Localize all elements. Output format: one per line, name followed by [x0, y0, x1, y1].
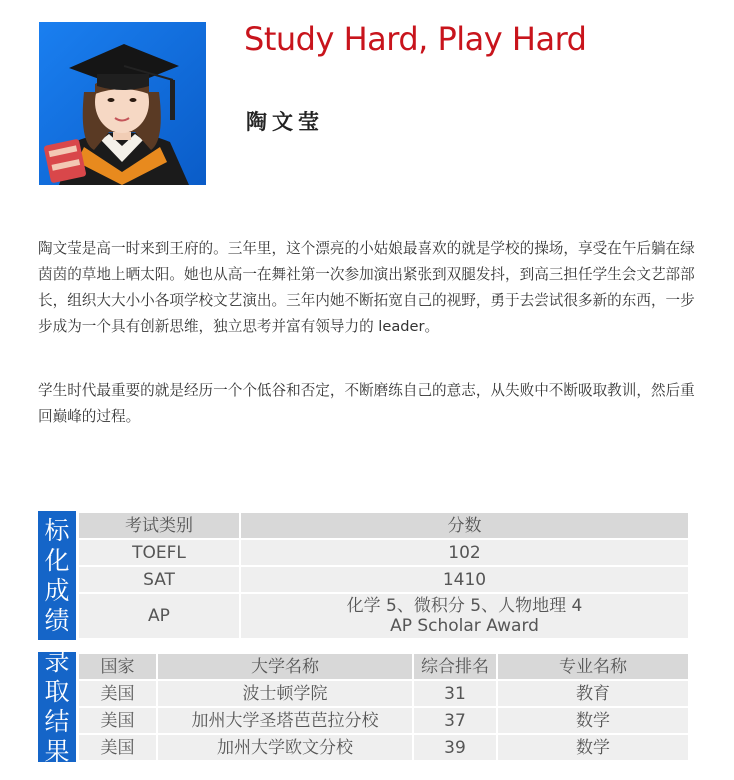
intro-paragraph: 陶文莹是高一时来到王府的。三年里，这个漂亮的小姑娘最喜欢的就是学校的操场，享受在午后躺在绿茵茵的草地上晒太阳。她也从高一在舞社第一次参加演出紧张到双腿发抖，到高三担任学生会文艺部部长，组织大大小小各项学校文艺演出。三年内她不断拓宽自己的视野，勇于去尝试很多新的东西，一步步成为一个具有创新思维，独立思考并富有领导力的 leader。	[38, 240, 695, 335]
table-row	[79, 681, 688, 706]
table-header-row	[79, 513, 688, 538]
university-cell: 波士顿学院	[158, 681, 412, 706]
university-cell: 加州大学圣塔芭芭拉分校	[158, 708, 412, 733]
table-row	[79, 567, 688, 592]
exam-award: AP Scholar Award	[390, 616, 539, 637]
motto-paragraph: 学生时代最重要的就是经历一个个低谷和否定，不断磨练自己的意志，从失败中不断吸取教训，然后重回巅峰的过程。	[38, 382, 695, 425]
student-name: 陶文莹	[246, 109, 324, 134]
header-cell: 国家	[79, 654, 156, 679]
header-cell: 分数	[241, 513, 688, 538]
scores-table	[77, 511, 690, 640]
exam-score: 102	[241, 540, 688, 565]
table-row	[79, 540, 688, 565]
table-row	[79, 594, 688, 638]
exam-type: AP	[79, 594, 239, 638]
table-row	[79, 735, 688, 760]
admissions-section	[38, 647, 690, 766]
country-cell: 美国	[79, 681, 156, 706]
exam-score: 1410	[241, 567, 688, 592]
table-row	[79, 708, 688, 733]
ranking-cell: 39	[414, 735, 496, 760]
major-cell: 教育	[498, 681, 688, 706]
university-cell: 加州大学欧文分校	[158, 735, 412, 760]
admissions-table	[77, 652, 690, 762]
country-cell: 美国	[79, 708, 156, 733]
exam-score: 化学 5、微积分 5、人物地理 4	[346, 596, 583, 617]
admissions-side-label: 录取结果	[38, 652, 76, 762]
ranking-cell: 31	[414, 681, 496, 706]
header-cell: 专业名称	[498, 654, 688, 679]
table-header-row	[79, 654, 688, 679]
scores-section	[38, 511, 690, 640]
exam-score-cell	[241, 594, 688, 638]
header-cell: 大学名称	[158, 654, 412, 679]
country-cell: 美国	[79, 735, 156, 760]
ranking-cell: 37	[414, 708, 496, 733]
student-photo	[39, 22, 206, 185]
header-cell: 综合排名	[414, 654, 496, 679]
headline: Study Hard, Play Hard	[244, 20, 587, 58]
exam-type: SAT	[79, 567, 239, 592]
exam-type: TOEFL	[79, 540, 239, 565]
scores-side-label: 标化成绩	[38, 511, 76, 640]
header-cell: 考试类别	[79, 513, 239, 538]
major-cell: 数学	[498, 708, 688, 733]
major-cell: 数学	[498, 735, 688, 760]
